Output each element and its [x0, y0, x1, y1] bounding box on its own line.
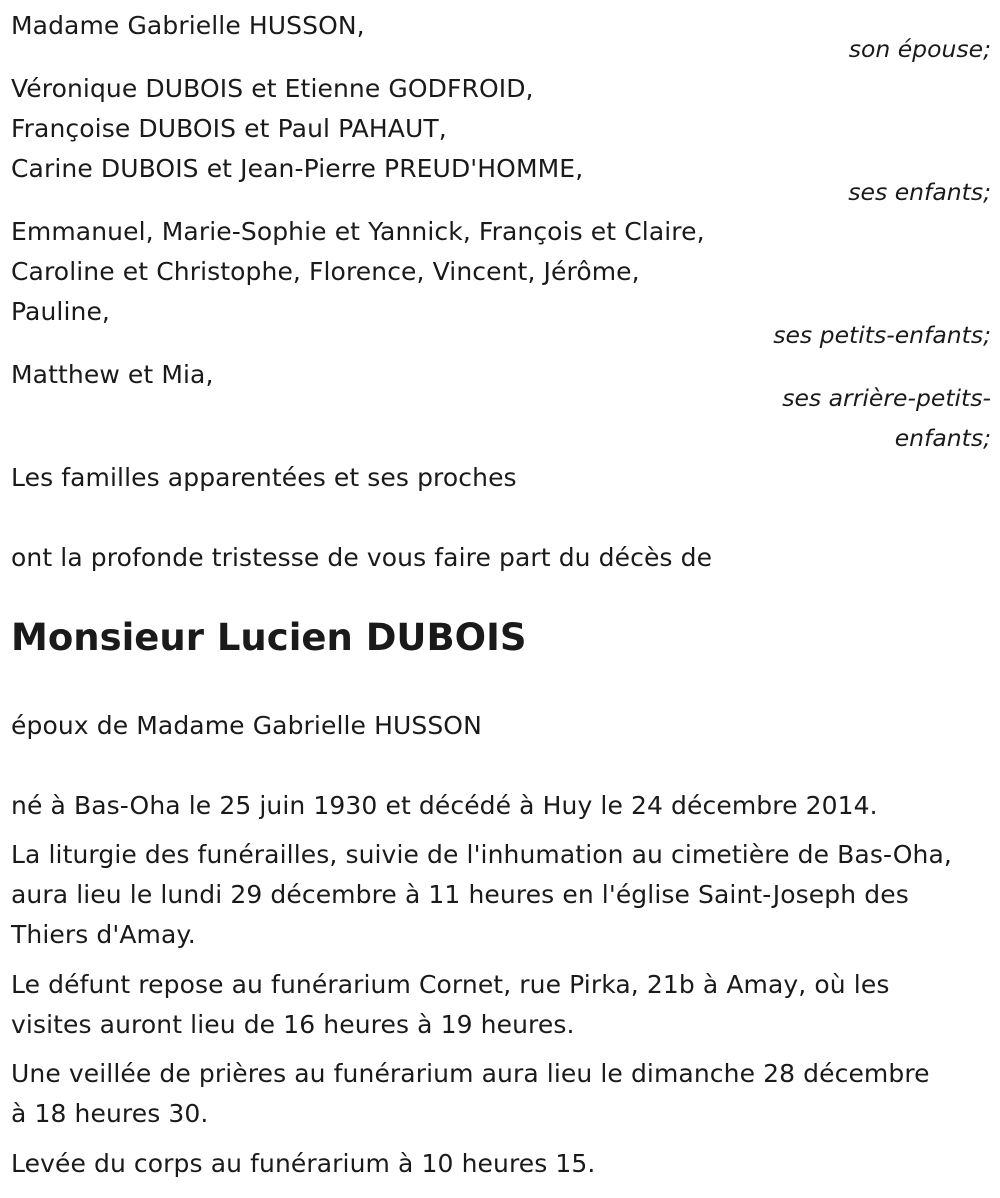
relatives: Les familles apparentées et ses proches [11, 463, 517, 492]
vigil-line: Une veillée de prières au funérarium aura lieu le dimanche 28 décembre [11, 1059, 930, 1088]
departure: Levée du corps au funérarium à 10 heures 15. [11, 1149, 596, 1178]
child-line: Carine DUBOIS et Jean-Pierre PREUD'HOMME, [11, 154, 584, 183]
grandchildren-role: ses petits-enfants; [773, 321, 991, 349]
liturgy-line: Thiers d'Amay. [11, 920, 196, 949]
great-grandchildren-role-line2: enfants; [894, 424, 991, 452]
child-line: Véronique DUBOIS et Etienne GODFROID, [11, 74, 534, 103]
child-line: Françoise DUBOIS et Paul PAHAUT, [11, 114, 447, 143]
vigil-line: à 18 heures 30. [11, 1099, 209, 1128]
great-grandchildren-role-line1: ses arrière-petits- [782, 384, 991, 412]
liturgy-line: La liturgie des funérailles, suivie de l'inhumation au cimetière de Bas-Oha, [11, 840, 952, 869]
grandchildren-line: Caroline et Christophe, Florence, Vincent, Jérôme, [11, 257, 640, 286]
rest-line: visites auront lieu de 16 heures à 19 heures. [11, 1010, 575, 1039]
children-role: ses enfants; [848, 178, 991, 206]
great-grandchildren: Matthew et Mia, [11, 360, 214, 389]
spouse-role: son épouse; [848, 35, 991, 63]
rest-line: Le défunt repose au funérarium Cornet, rue Pirka, 21b à Amay, où les [11, 970, 890, 999]
deceased-name: Monsieur Lucien DUBOIS [11, 616, 527, 659]
announcement: ont la profonde tristesse de vous faire part du décès de [11, 543, 713, 572]
spouse-name: Madame Gabrielle HUSSON, [11, 11, 365, 40]
grandchildren-line: Pauline, [11, 297, 110, 326]
birth-death: né à Bas-Oha le 25 juin 1930 et décédé à Huy le 24 décembre 2014. [11, 791, 878, 820]
deceased-spouse-of: époux de Madame Gabrielle HUSSON [11, 711, 482, 740]
grandchildren-line: Emmanuel, Marie-Sophie et Yannick, François et Claire, [11, 217, 705, 246]
liturgy-line: aura lieu le lundi 29 décembre à 11 heures en l'église Saint-Joseph des [11, 880, 909, 909]
